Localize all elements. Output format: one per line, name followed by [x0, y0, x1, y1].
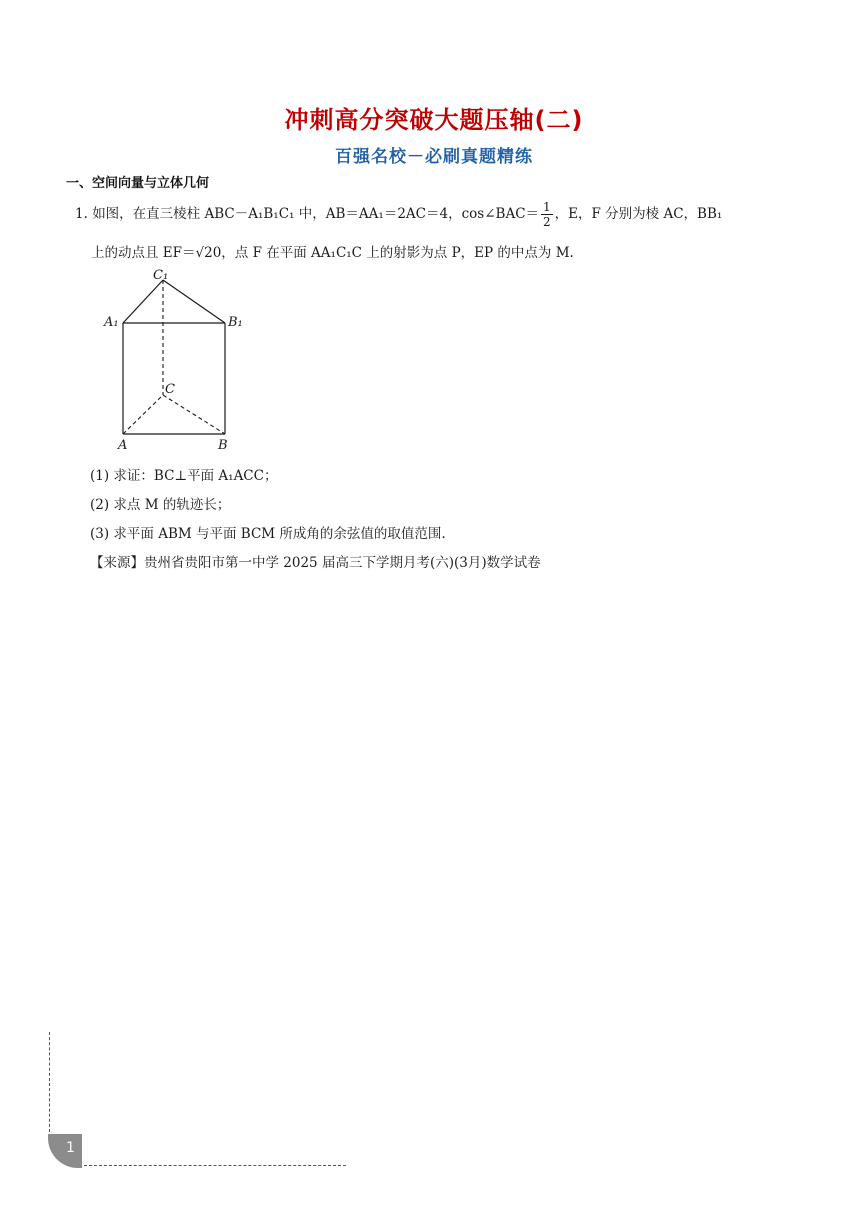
fraction-denominator: 2 — [543, 215, 551, 229]
label-b: B — [218, 438, 228, 453]
problem-number: 1. — [75, 206, 88, 222]
page-subtitle: 百强名校－必刷真题精练 — [335, 147, 533, 167]
fraction — [541, 200, 553, 229]
label-b1: B₁ — [228, 315, 243, 330]
label-c1: C₁ — [153, 268, 169, 283]
label-c: C — [165, 382, 175, 397]
problem-text-line2: 上的动点且 EF＝√20，点 F 在平面 AA₁C₁C 上的射影为点 P，EP 的中点为 M. — [91, 245, 574, 261]
prism-figure — [100, 268, 260, 458]
page-title: 冲刺高分突破大题压轴(二) — [284, 106, 584, 134]
edge-c-b — [163, 395, 225, 434]
footer-divider-vertical — [49, 1032, 50, 1132]
fraction-numerator: 1 — [543, 200, 551, 214]
problem-text-part1: 如图，在直三棱柱 ABC－A₁B₁C₁ 中，AB＝AA₁＝2AC＝4，cos∠BAC＝ — [92, 206, 540, 222]
edge-a1-c1 — [123, 280, 163, 323]
label-a1: A₁ — [104, 315, 119, 330]
problem-statement — [75, 200, 815, 263]
footer-divider-horizontal — [84, 1165, 346, 1166]
question-3: (3) 求平面 ABM 与平面 BCM 所成角的余弦值的取值范围. — [90, 526, 446, 542]
source-note: 【来源】贵州省贵阳市第一中学 2025 届高三下学期月考(六)(3月)数学试卷 — [90, 555, 541, 571]
label-a: A — [118, 438, 128, 453]
edge-c1-b1 — [163, 280, 225, 323]
edge-a-c — [123, 395, 163, 434]
page-number-badge — [48, 1134, 82, 1168]
question-2: (2) 求点 M 的轨迹长； — [90, 497, 231, 513]
section-heading: 一、空间向量与立体几何 — [66, 176, 210, 191]
question-1: (1) 求证：BC⊥平面 A₁ACC； — [90, 468, 278, 484]
page-number: 1 — [66, 1140, 75, 1156]
problem-text-part2: ，E，F 分别为棱 AC，BB₁ — [554, 206, 723, 222]
